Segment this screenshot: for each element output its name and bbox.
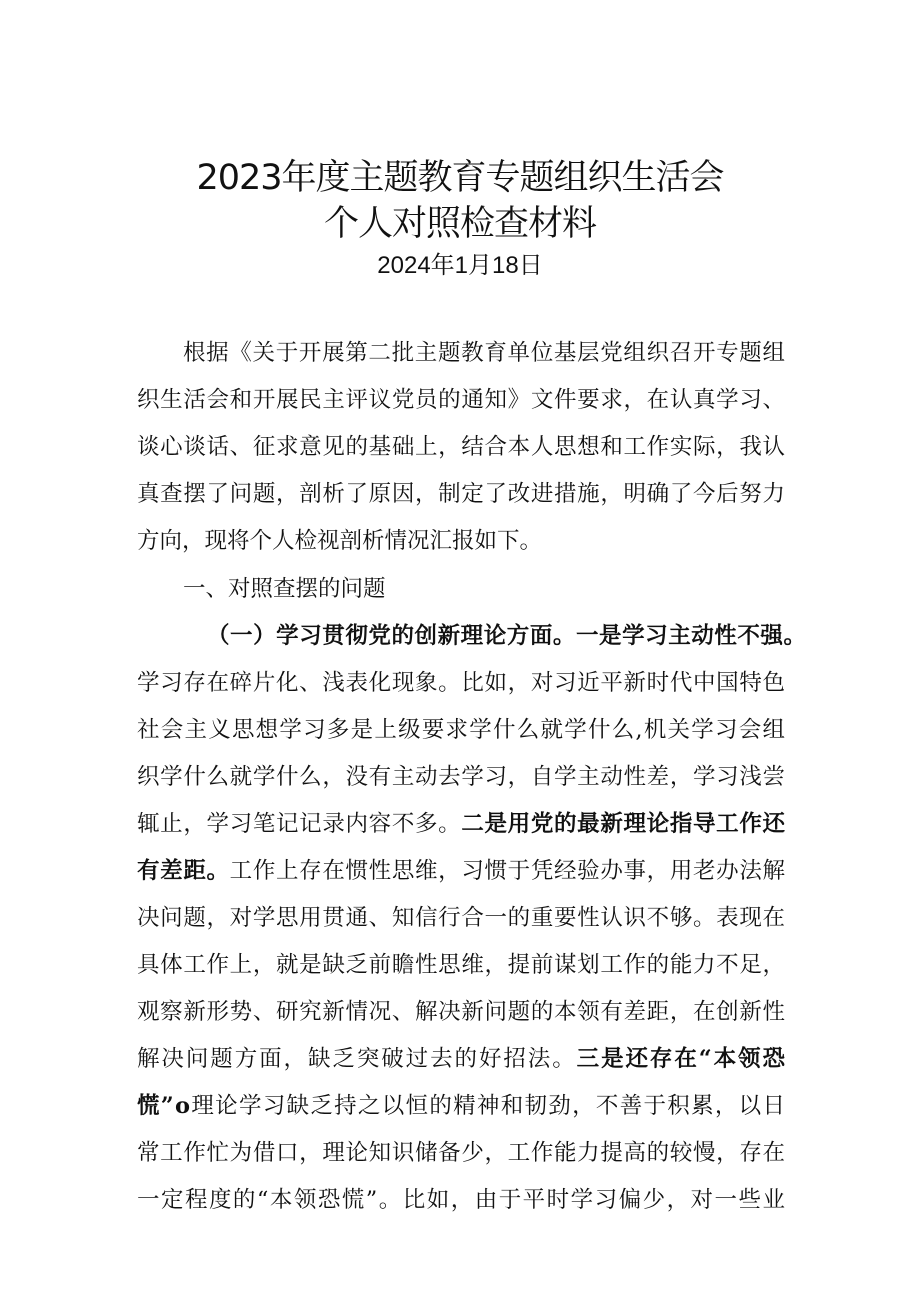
text-segment: 辄止，学习笔记记录内容不多。	[137, 811, 462, 837]
bold-text-segment: 三是还存在“本领恐	[576, 1046, 787, 1072]
body-text-line-content	[137, 382, 786, 414]
body-text-line-content	[137, 806, 786, 838]
body-text-line	[137, 1182, 920, 1214]
body-text-line-content	[137, 1135, 786, 1167]
body-text-line	[207, 618, 920, 650]
text-segment: 学习存在碎片化、浅表化现象。比如，对习近平新时代中国特色	[137, 670, 786, 696]
body-text-line	[137, 994, 920, 1026]
body-text-line	[137, 523, 920, 555]
body-text-line	[137, 1041, 920, 1073]
body-text-line	[137, 806, 920, 838]
body-text-line-content	[137, 853, 786, 885]
body-text-line-content	[137, 1182, 786, 1214]
body-text-line-content	[137, 476, 786, 508]
body-text-line	[183, 335, 920, 367]
body-text-line-content	[183, 571, 386, 603]
body-text-line-content	[137, 665, 786, 697]
text-segment: 根据《关于开展第二批主题教育单位基层党组织召开专题组	[183, 340, 786, 366]
text-segment: 理论学习缺乏持之以恒的精神和韧劲，不善于积累，以日	[191, 1093, 787, 1119]
bold-text-segment: 有差距。	[137, 858, 230, 884]
text-segment: 织学什么就学什么，没有主动去学习，自学主动性差，学习浅尝	[137, 764, 786, 790]
bold-text-segment: 慌”o	[137, 1093, 192, 1119]
body-text-line	[137, 900, 920, 932]
body-text-line	[137, 759, 920, 791]
text-segment: 具体工作上，就是缺乏前瞻性思维，提前谋划工作的能力不足，	[137, 952, 786, 978]
bold-text-segment: （一）学习贯彻党的创新理论方面。一是学习主动性不强。	[207, 623, 807, 649]
text-segment: 织生活会和开展民主评议党员的通知》文件要求，在认真学习、	[137, 387, 786, 413]
body-text-line-content	[137, 994, 786, 1026]
body-text-line	[137, 429, 920, 461]
body-text-line	[137, 947, 920, 979]
body-text-line-content	[137, 523, 542, 555]
text-segment: 一定程度的“本领恐慌”。比如，由于平时学习偏少，对一些业	[137, 1187, 787, 1213]
text-segment: 工作上存在惯性思维，习惯于凭经验办事，用老办法解	[229, 858, 786, 884]
body-text-line-content	[207, 618, 807, 650]
text-segment: 社会主义思想学习多是上级要求学什么就学什么,机关学习会组	[137, 717, 787, 743]
text-segment: 解决问题方面，缺乏突破过去的好招法。	[137, 1046, 577, 1072]
text-segment: 谈心谈话、征求意见的基础上，结合本人思想和工作实际，我认	[137, 434, 786, 460]
text-segment: 一、对照查摆的问题	[183, 576, 386, 602]
body-text-line	[137, 712, 920, 744]
body-text-line	[137, 853, 920, 885]
body-text-line	[137, 476, 920, 508]
text-segment: 常工作忙为借口，理论知识储备少，工作能力提高的较慢，存在	[137, 1140, 786, 1166]
document-date: 2024年1月18日	[377, 252, 543, 279]
body-text-line-content	[137, 947, 786, 979]
body-text-line	[137, 665, 920, 697]
body-text-line-content	[137, 429, 786, 461]
body-text-line-content	[183, 335, 786, 367]
text-segment: 方向，现将个人检视剖析情况汇报如下。	[137, 528, 543, 554]
body-text-line-content	[137, 900, 786, 932]
text-segment: 真查摆了问题，剖析了原因，制定了改进措施，明确了今后努力	[137, 481, 786, 507]
body-text-line	[137, 1135, 920, 1167]
body-text-line-content	[137, 1041, 787, 1073]
document-title-line1: 2023年度主题教育专题组织生活会	[196, 158, 724, 198]
document-title-line2: 个人对照检查材料	[323, 204, 596, 244]
body-text-line-content	[137, 1088, 786, 1120]
body-text-line	[137, 1088, 920, 1120]
text-segment: 决问题，对学思用贯通、知信行合一的重要性认识不够。表现在	[137, 905, 786, 931]
body-text-line	[137, 382, 920, 414]
body-text-line-content	[137, 759, 786, 791]
text-segment: 观察新形势、研究新情况、解决新问题的本领有差距，在创新性	[137, 999, 786, 1025]
bold-text-segment: 二是用党的最新理论指导工作还	[461, 811, 786, 837]
body-text-line	[183, 571, 920, 603]
body-text-line-content	[137, 712, 786, 744]
